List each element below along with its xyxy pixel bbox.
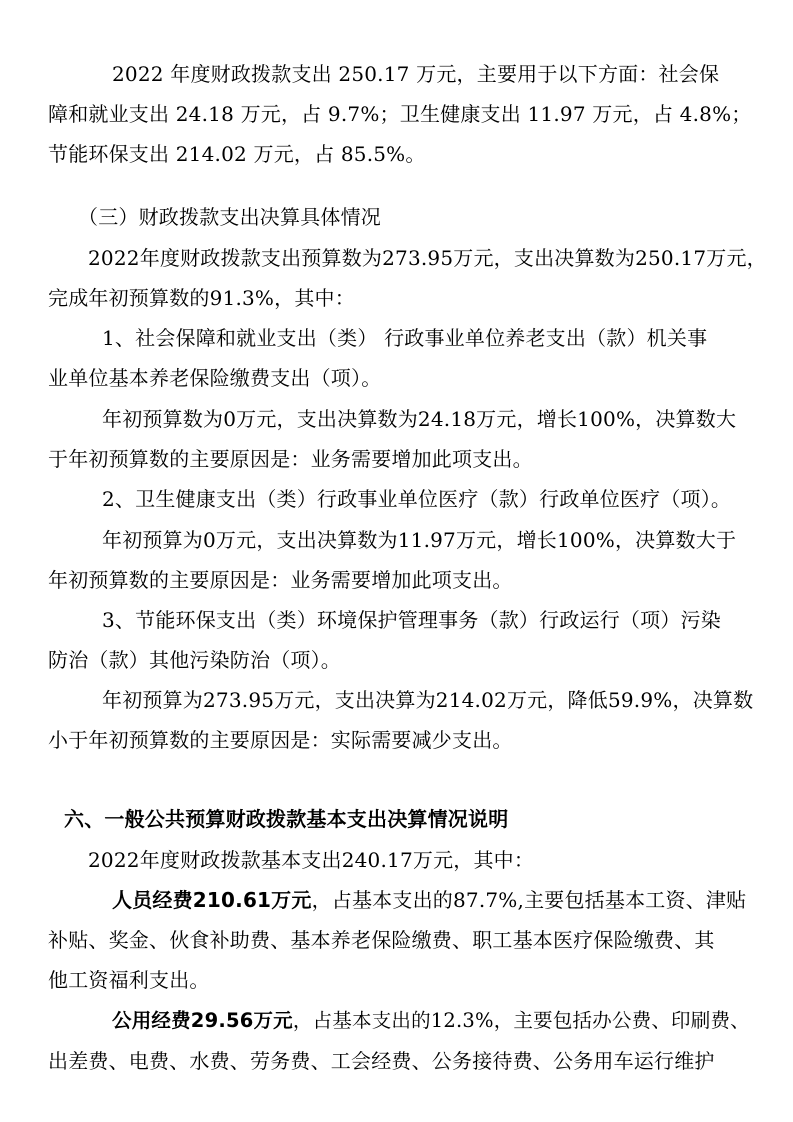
item1-line-2: 业单位基本养老保险缴费支出（项）。 — [48, 366, 382, 390]
item3-line-2: 防治（款）其他污染防治（项）。 — [48, 648, 341, 672]
public-line-1 — [112, 1007, 762, 1035]
section-six-title: 六、一般公共预算财政拨款基本支出决算情况说明 — [64, 807, 509, 831]
public-line-2: 出差费、电费、水费、劳务费、工会经费、公务接待费、公务用车运行维护 — [48, 1049, 715, 1073]
public-expense-label: 公用经费29.56万元 — [112, 1009, 293, 1032]
personnel-line-2: 补贴、奖金、伙食补助费、基本养老保险缴费、职工基本医疗保险缴费、其 — [48, 928, 715, 952]
item2-detail-line-1: 年初预算为0万元，支出决算数为11.97万元，增长100%，决算数大于 — [102, 528, 737, 552]
item1-line-1: 1、社会保障和就业支出（类） 行政事业单位养老支出（款）机关事 — [102, 326, 708, 350]
item2-line-1: 2、卫生健康支出（类）行政事业单位医疗（款）行政单位医疗（项）。 — [102, 487, 732, 511]
item1-detail-line-2: 于年初预算数的主要原因是：业务需要增加此项支出。 — [48, 447, 533, 471]
section-three-intro-line-2: 完成年初预算数的91.3%，其中： — [48, 286, 355, 310]
summary-line-3: 节能环保支出 214.02 万元，占 85.5%。 — [48, 142, 426, 166]
item1-detail-line-1: 年初预算数为0万元，支出决算数为24.18万元，增长100%，决算数大 — [102, 407, 737, 431]
personnel-line-3: 他工资福利支出。 — [48, 968, 210, 992]
personnel-line-1-rest: ，占基本支出的87.7%,主要包括基本工资、津贴 — [311, 888, 747, 912]
item3-detail-line-1: 年初预算为273.95万元，支出决算为214.02万元，降低59.9%，决算数 — [102, 688, 754, 712]
item2-detail-line-2: 年初预算数的主要原因是：业务需要增加此项支出。 — [48, 568, 513, 592]
section-six-intro: 2022年度财政拨款基本支出240.17万元，其中： — [88, 848, 535, 872]
section-three-intro-line-1: 2022年度财政拨款支出预算数为273.95万元，支出决算数为250.17万元， — [88, 246, 767, 270]
public-line-1-rest: ，占基本支出的12.3%，主要包括办公费、印刷费、 — [292, 1009, 750, 1032]
summary-line-2: 障和就业支出 24.18 万元，占 9.7%；卫生健康支出 11.97 万元，占 4.8%； — [48, 102, 752, 126]
section-three-title: （三）财政拨款支出决算具体情况 — [78, 205, 381, 229]
item3-detail-line-2: 小于年初预算数的主要原因是：实际需要减少支出。 — [48, 728, 513, 752]
item3-line-1: 3、节能环保支出（类）环境保护管理事务（款）行政运行（项）污染 — [102, 608, 721, 632]
personnel-line-1 — [112, 886, 762, 914]
summary-line-1: 2022 年度财政拨款支出 250.17 万元，主要用于以下方面：社会保 — [112, 62, 720, 86]
personnel-expense-label: 人员经费210.61万元 — [112, 888, 312, 912]
